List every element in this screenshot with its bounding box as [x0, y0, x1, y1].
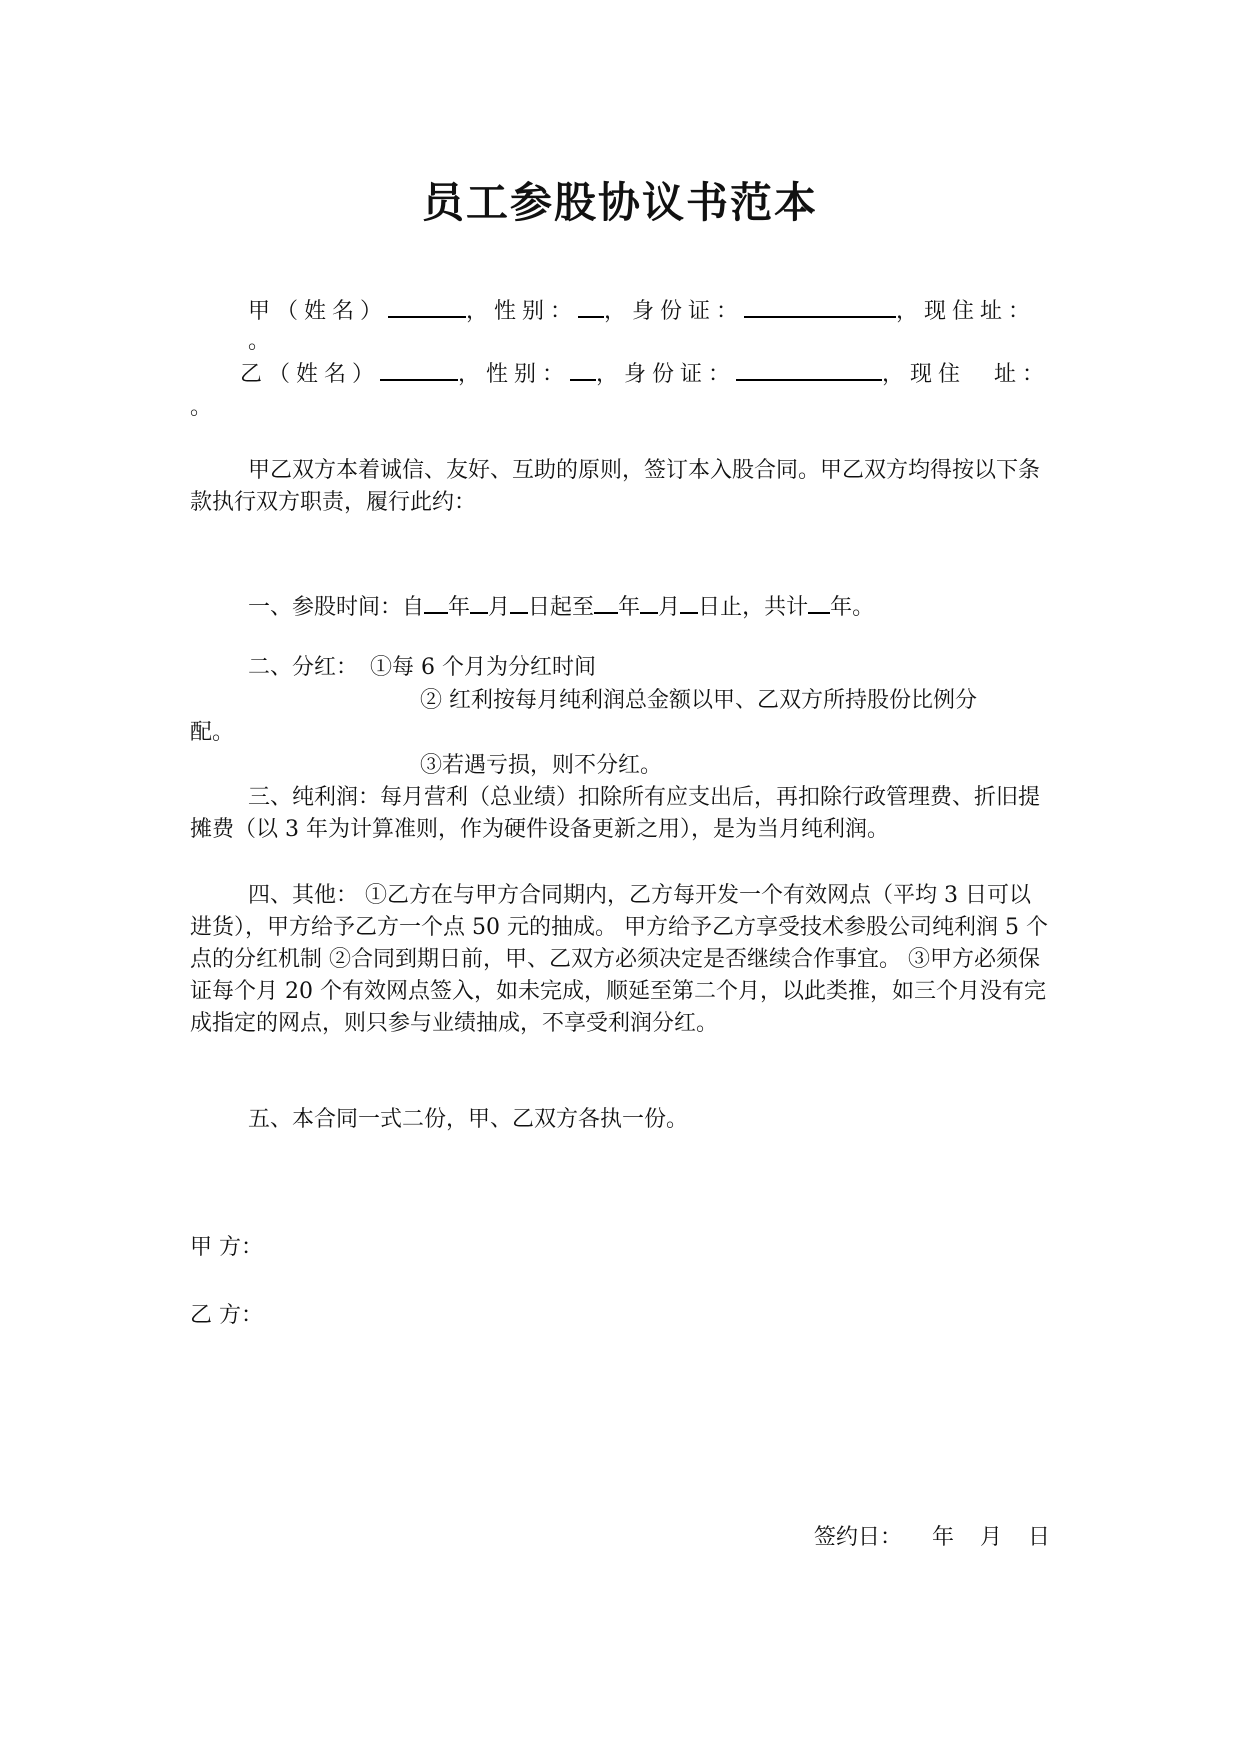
document-title: 员工参股协议书范本 [421, 178, 818, 227]
clause-1-f: 月 [658, 595, 681, 620]
clause-1 [248, 588, 1108, 624]
clause-2-item-2: ② 红利按每月纯利润总金额以甲、乙双方所持股份比例分 [420, 688, 977, 713]
clause-4: 四、其他： ①乙方在与甲方合同期内，乙方每开发一个有效网点（平均 3 日可以进货），甲方给予乙方一个点 50 元的抽成。 甲方给予乙方享受技术参股公司纯利润 5 个点的分红机制 ②合同到期日前，甲、乙双方必须决定是否继续合作事宜。 ③甲方必须保证每个月 20 个有效网点签入，如未完成，顺延至第二个月，以此类推，如三个月没有完成指定的网点，则只参与业绩抽成，不享受利润分红。 [190, 883, 1048, 1036]
party-b-id-blank[interactable] [736, 355, 882, 381]
clause-2-item-2-cont: 配。 [190, 720, 235, 745]
signature-party-a: 甲 方： [190, 1235, 263, 1260]
signing-date-month: 月 [979, 1525, 1002, 1550]
party-a-end: 。 [248, 329, 271, 354]
end-day-blank[interactable] [680, 588, 698, 614]
start-year-blank[interactable] [424, 588, 448, 614]
party-a-line [248, 292, 1108, 328]
signing-date-day: 日 [1027, 1525, 1050, 1550]
party-b-end: 。 [190, 395, 213, 420]
end-month-blank[interactable] [640, 588, 658, 614]
signing-date-year: 年 [931, 1525, 954, 1550]
clause-1-b: 年 [448, 595, 471, 620]
party-b-line [240, 355, 1100, 391]
party-a-address-label: ，现住址： [896, 299, 1037, 324]
signing-date-label: 签约日： [813, 1525, 902, 1550]
intro-paragraph: 甲乙双方本着诚信、友好、互助的原则，签订本入股合同。甲乙双方均得按以下条款执行双方职责，履行此约： [190, 458, 1041, 515]
start-month-blank[interactable] [470, 588, 488, 614]
signature-party-b: 乙 方： [190, 1303, 263, 1328]
clause-2-heading: 二、分红： [248, 655, 359, 680]
clause-3: 三、纯利润：每月营利（总业绩）扣除所有应支出后，再扣除行政管理费、折旧提摊费（以 3 年为计算准则，作为硬件设备更新之用），是为当月纯利润。 [190, 785, 1041, 842]
clause-1-a: 一、参股时间：自 [248, 595, 425, 620]
party-b-name-blank[interactable] [380, 355, 458, 381]
signing-date [814, 1520, 1050, 1551]
total-years-blank[interactable] [808, 588, 830, 614]
party-a-id-label: ，身份证： [604, 299, 745, 324]
clause-2-item-3: ③若遇亏损，则不分红。 [420, 753, 663, 778]
clause-1-c: 月 [488, 595, 511, 620]
party-a-prefix: 甲（姓名） [248, 299, 389, 324]
party-a-name-blank[interactable] [388, 292, 466, 318]
clause-1-d: 日起至 [528, 595, 595, 620]
clause-1-e: 年 [618, 595, 641, 620]
end-year-blank[interactable] [594, 588, 618, 614]
clause-1-h: 年。 [830, 595, 875, 620]
party-b-gender-label: ，性别： [458, 362, 571, 387]
party-b-prefix: 乙（姓名） [240, 362, 381, 387]
start-day-blank[interactable] [510, 588, 528, 614]
party-a-gender-blank[interactable] [578, 292, 604, 318]
party-a-gender-label: ，性别： [466, 299, 579, 324]
clause-2-line-1 [248, 652, 1108, 684]
party-a-id-blank[interactable] [744, 292, 896, 318]
clause-1-g: 日止，共计 [698, 595, 809, 620]
clause-2-item-1: ①每 6 个月为分红时间 [370, 655, 596, 680]
party-b-id-label: ，身份证： [596, 362, 737, 387]
clause-5: 五、本合同一式二份，甲、乙双方各执一份。 [248, 1107, 689, 1132]
party-b-gender-blank[interactable] [570, 355, 596, 381]
party-b-address-label: ，现住 址： [882, 362, 1051, 387]
